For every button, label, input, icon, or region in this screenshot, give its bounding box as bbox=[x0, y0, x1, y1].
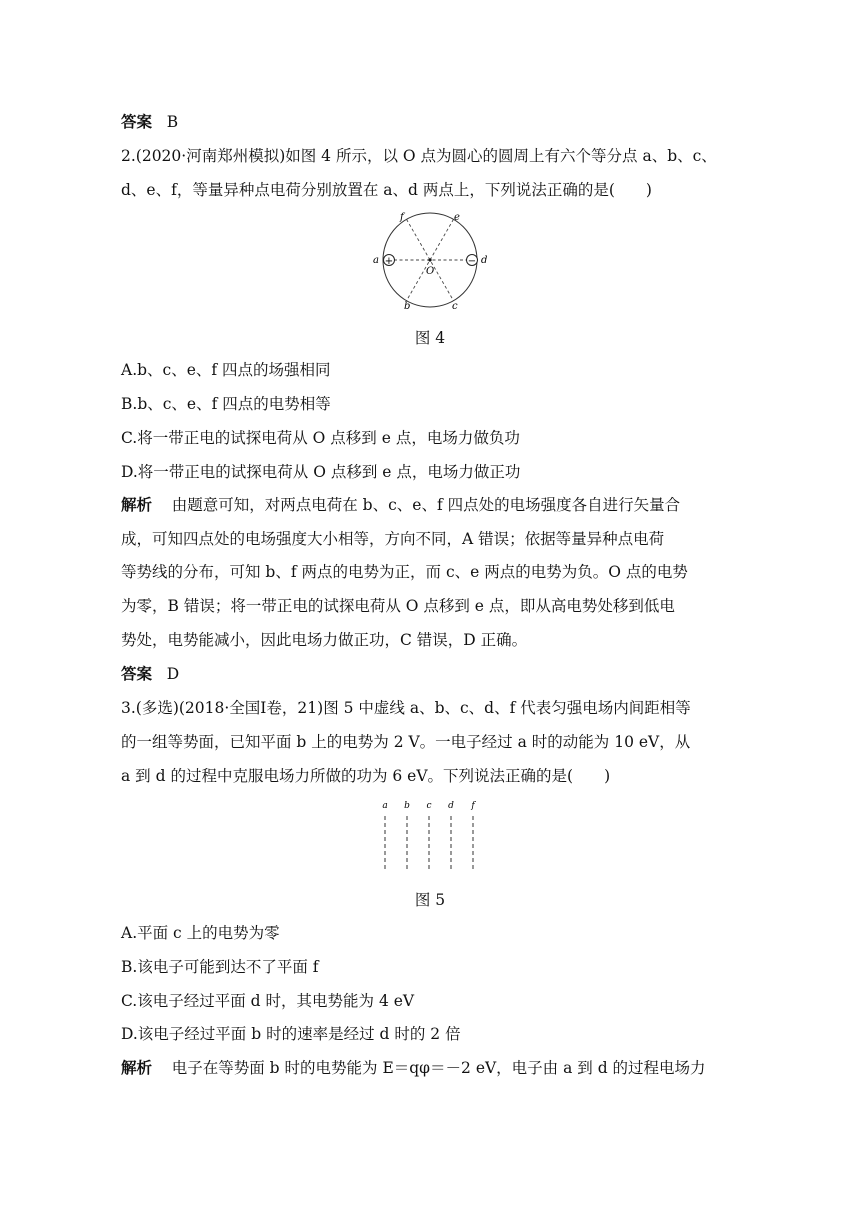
label-f: f bbox=[400, 212, 404, 223]
answer-value: B bbox=[166, 113, 179, 131]
figure-5-caption: 图 5 bbox=[414, 891, 446, 909]
label-c: c bbox=[452, 301, 458, 312]
q3-analysis-line1 bbox=[121, 1057, 741, 1079]
minus-sign: − bbox=[467, 256, 477, 267]
q2-analysis-line2: 成，可知四点处的电场强度大小相等，方向不同，A 错误；依据等量异种点电荷 bbox=[121, 530, 665, 548]
plane-label-c: c bbox=[426, 801, 432, 811]
q2-analysis-line5: 势处，电势能减小，因此电场力做正功，C 错误，D 正确。 bbox=[121, 631, 528, 649]
center-point bbox=[428, 258, 431, 261]
q2-option-b: B.b、c、e、f 四点的电势相等 bbox=[121, 395, 331, 413]
q3-stem-line1: 3.(多选)(2018·全国Ⅰ卷，21)图 5 中虚线 a、b、c、d、f 代表匀强电场内间距相等 bbox=[121, 699, 691, 717]
q2-stem-line1: 2.(2020·河南郑州模拟)如图 4 所示，以 O 点为圆心的圆周上有六个等分点 a、b、c、 bbox=[121, 147, 717, 165]
label-a: a bbox=[373, 255, 379, 266]
q2-option-a: A.b、c、e、f 四点的场强相同 bbox=[121, 361, 331, 379]
label-d: d bbox=[481, 255, 488, 266]
label-b: b bbox=[404, 301, 411, 312]
q3-option-d: D.该电子经过平面 b 时的速率是经过 d 时的 2 倍 bbox=[121, 1025, 461, 1043]
q2-stem-line2: d、e、f，等量异种点电荷分别放置在 a、d 两点上，下列说法正确的是( ) bbox=[121, 181, 652, 199]
plane-label-b: b bbox=[404, 801, 410, 811]
figure-4-caption: 图 4 bbox=[414, 329, 446, 347]
q3-option-b: B.该电子可能到达不了平面 f bbox=[121, 958, 319, 976]
label-e: e bbox=[454, 212, 460, 223]
q3-option-c: C.该电子经过平面 d 时，其电势能为 4 eV bbox=[121, 992, 415, 1010]
q2-analysis-line4: 为零，B 错误；将一带正电的试探电荷从 O 点移到 e 点，即从高电势处移到低电 bbox=[121, 597, 675, 615]
answer-row-1 bbox=[121, 111, 741, 133]
q2-option-d: D.将一带正电的试探电荷从 O 点移到 e 点，电场力做正功 bbox=[121, 463, 521, 481]
answer-label: 答案 bbox=[121, 112, 153, 131]
figure-5-equipotential-diagram bbox=[375, 796, 485, 872]
plane-label-a: a bbox=[382, 801, 388, 811]
answer-label: 答案 bbox=[121, 664, 153, 683]
answer-row-2 bbox=[121, 663, 741, 685]
analysis-text: 电子在等势面 b 时的电势能为 E＝qφ＝－2 eV，电子由 a 到 d 的过程电场力 bbox=[171, 1059, 706, 1077]
q3-stem-line3: a 到 d 的过程中克服电场力所做的功为 6 eV。下列说法正确的是( ) bbox=[121, 767, 611, 785]
q3-stem-line2: 的一组等势面，已知平面 b 上的电势为 2 V。一电子经过 a 时的动能为 10 eV，从 bbox=[121, 733, 691, 751]
q2-analysis-line1 bbox=[121, 494, 741, 516]
analysis-label: 解析 bbox=[121, 495, 153, 514]
q2-option-c: C.将一带正电的试探电荷从 O 点移到 e 点，电场力做负功 bbox=[121, 429, 520, 447]
figure-4-circle-diagram bbox=[365, 210, 495, 314]
plus-sign: + bbox=[384, 256, 394, 267]
label-O: O bbox=[426, 266, 435, 277]
answer-value: D bbox=[166, 665, 180, 683]
q2-analysis-line3: 等势线的分布，可知 b、f 两点的电势为正，而 c、e 两点的电势为负。O 点的电势 bbox=[121, 563, 688, 581]
plane-label-d: d bbox=[448, 801, 454, 811]
analysis-label: 解析 bbox=[121, 1058, 153, 1077]
plane-label-f: f bbox=[471, 801, 475, 811]
q3-option-a: A.平面 c 上的电势为零 bbox=[121, 924, 280, 942]
analysis-text: 由题意可知，对两点电荷在 b、c、e、f 四点处的电场强度各自进行矢量合 bbox=[171, 496, 681, 514]
